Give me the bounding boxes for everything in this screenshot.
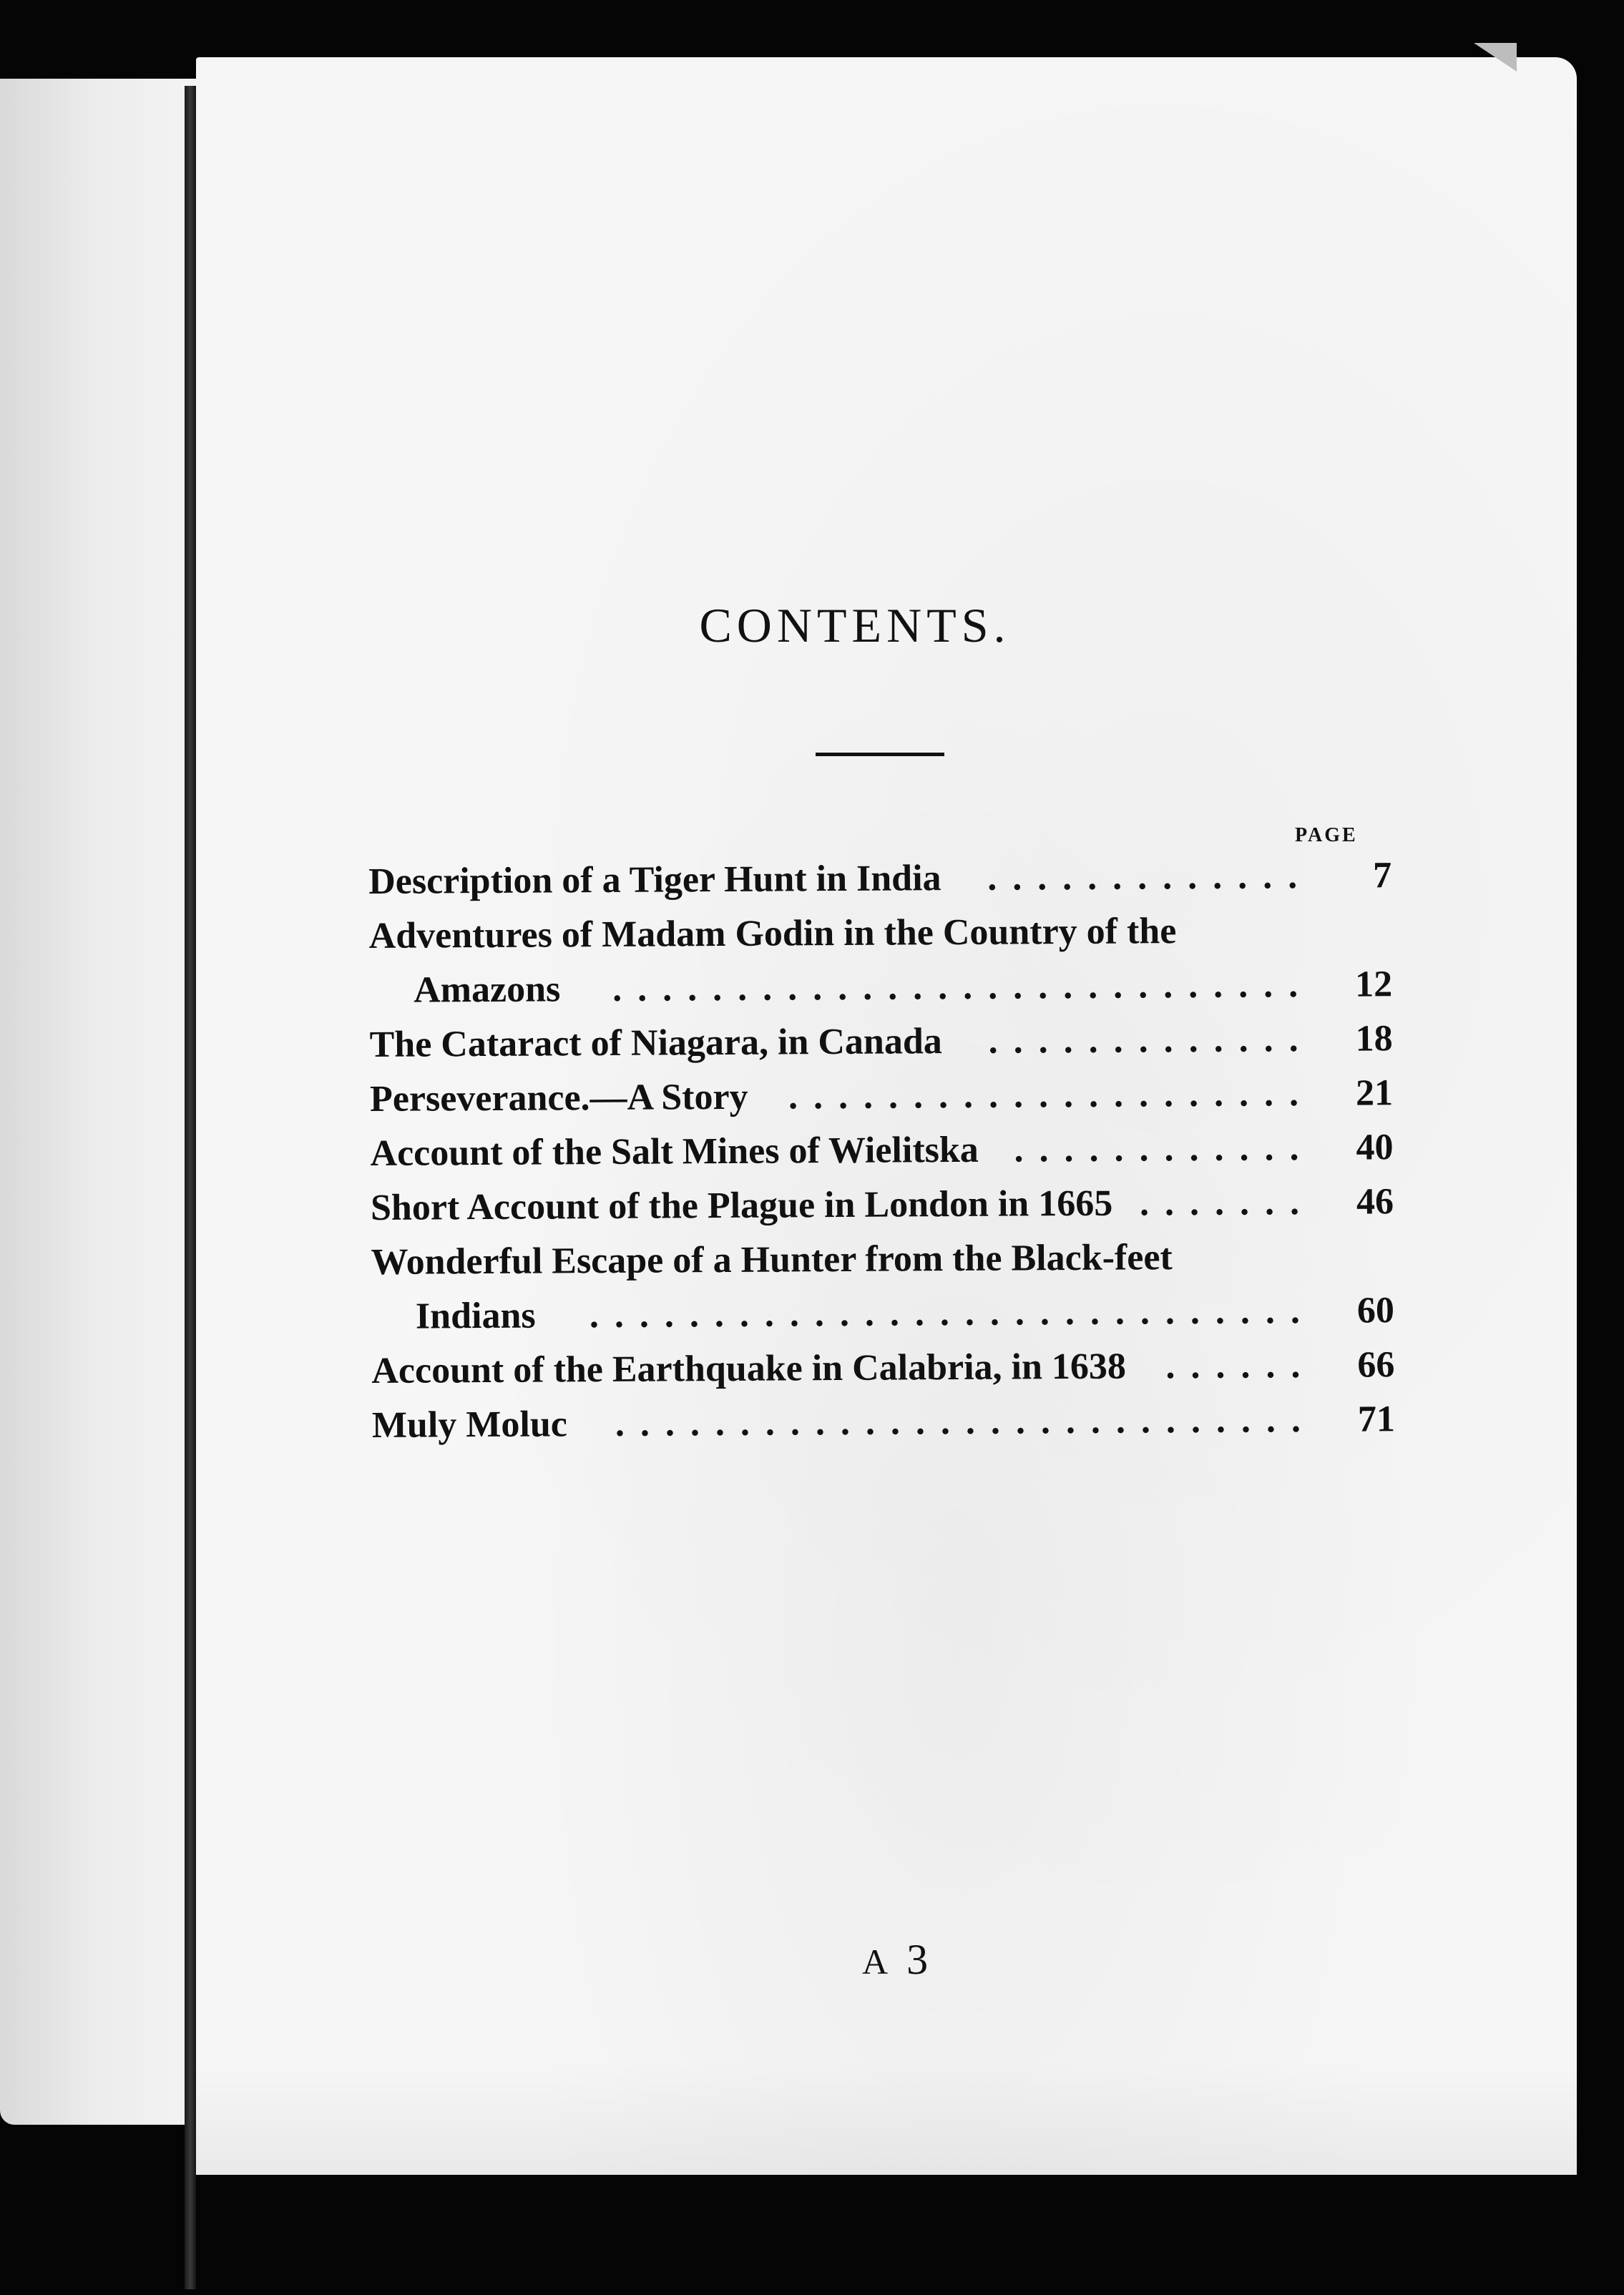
contents-heading: CONTENTS.	[699, 598, 1011, 652]
table-of-contents	[368, 848, 1395, 1453]
toc-page-number: 46	[1356, 1181, 1394, 1223]
toc-page-number: 60	[1356, 1290, 1395, 1331]
toc-entry-line	[368, 848, 1391, 909]
toc-page-number: 7	[1373, 855, 1392, 896]
toc-entry-title: The Cataract of Niagara, in Canada	[369, 1021, 942, 1065]
toc-entry-line	[371, 1229, 1394, 1290]
toc-page-number: 18	[1355, 1018, 1393, 1060]
dot-leader: .............................	[589, 1290, 1316, 1336]
dot-leader: .............	[988, 1018, 1314, 1062]
toc-entry-line	[371, 1338, 1394, 1399]
heading-rule	[816, 753, 944, 756]
book-gutter	[185, 86, 196, 2289]
toc-entry-title: Amazons	[413, 969, 561, 1011]
toc-page-number: 12	[1354, 964, 1393, 1005]
toc-entry-title: Perseverance.—A Story	[369, 1076, 748, 1120]
toc-entry-line	[369, 1012, 1392, 1072]
page-corner	[1474, 43, 1517, 72]
dot-leader: .......	[1139, 1181, 1316, 1224]
dot-leader: ............................	[615, 1399, 1317, 1444]
dot-leader: ............	[1014, 1127, 1315, 1170]
toc-page-number: 71	[1357, 1399, 1396, 1440]
toc-entry-line	[371, 1175, 1394, 1235]
dot-leader: .....................	[788, 1072, 1315, 1117]
signature-mark	[862, 1935, 928, 1985]
toc-entry-title: Description of a Tiger Hunt in India	[368, 858, 941, 902]
toc-entry-title: Adventures of Madam Godin in the Country of the	[368, 911, 1177, 956]
toc-page-number: 21	[1355, 1072, 1394, 1114]
toc-page-number: 66	[1357, 1344, 1395, 1386]
toc-entry-line	[372, 1392, 1395, 1453]
toc-entry-title: Muly Moluc	[371, 1404, 568, 1446]
toc-entry-line	[370, 1120, 1393, 1181]
toc-entry-title: Account of the Salt Mines of Wielitska	[370, 1129, 979, 1174]
toc-entry-line	[371, 1283, 1394, 1344]
toc-entry-line	[369, 957, 1392, 1018]
page-shadow	[196, 2060, 1577, 2189]
toc-entry-title: Account of the Earthquake in Calabria, in 1638	[371, 1346, 1127, 1391]
toc-page-number: 40	[1356, 1127, 1394, 1168]
signature-number: 3	[906, 1936, 929, 1983]
toc-entry-title: Short Account of the Plague in London in 1665	[370, 1183, 1113, 1228]
toc-entry-line	[370, 1066, 1393, 1127]
toc-entry-line	[368, 903, 1391, 964]
dot-leader: .............	[987, 855, 1314, 899]
dot-leader: ............................	[612, 964, 1314, 1009]
signature-letter: A	[862, 1942, 889, 1982]
toc-entry-title: Wonderful Escape of a Hunter from the Black-feet	[371, 1237, 1173, 1283]
page-column-label: PAGE	[1295, 824, 1358, 846]
toc-entry-title: Indians	[415, 1295, 536, 1337]
dot-leader: ......	[1165, 1344, 1316, 1387]
